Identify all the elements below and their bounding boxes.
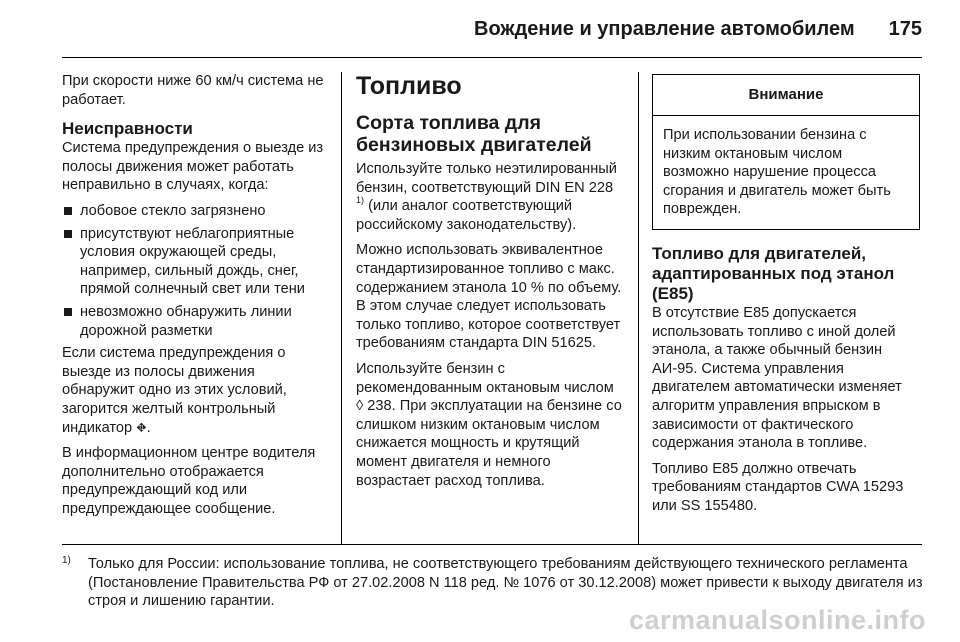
- indicator-text: Если система предупреждения о выезде из полосы движения обнаружит одно из этих условий, загорится желтый контрольный индикатор: [62, 345, 287, 436]
- unleaded-text: Используйте только неэтилированный бензин, соответствующий DIN EN 228: [356, 161, 617, 196]
- indicator-paragraph: [62, 344, 330, 437]
- column-2: [356, 72, 624, 497]
- list-item: лобовое стекло загрязнено: [62, 202, 330, 221]
- section-heading-malfunctions: Неисправности: [62, 119, 193, 139]
- footnote-mark: 1): [62, 555, 71, 566]
- footnote: [62, 555, 932, 611]
- notice-title: Внимание: [653, 75, 919, 116]
- ethanol-paragraph: Можно использовать эквивалентное стандартизированное топливо с макс. содержанием этанола 10 % по объему. В этом случае следует использовать только топливо, которое соответствует требованиям стандарта DIN 51625.: [356, 242, 622, 352]
- unleaded-paragraph: [356, 160, 624, 234]
- page-ref-icon: ◊: [356, 398, 364, 415]
- lane-departure-icon: ⛖: [136, 419, 147, 435]
- chapter-heading-fuel: Топливо: [356, 72, 462, 100]
- running-title: Вождение и управление автомобилем: [474, 17, 855, 40]
- e85-paragraph: В отсутствие E85 допускается использовать топливо с иной долей этанола, а также обычный бензин АИ-95. Система управления двигателем автоматически изменяет алгоритм управления впрыском в зависимости от фактического содержания этанола в топливе.: [652, 304, 902, 452]
- octane-text: Используйте бензин с рекомендованным октановым числом: [356, 360, 614, 396]
- unleaded-text-end: (или аналог соответствующий российскому законодательству).: [356, 198, 577, 233]
- section-heading-e85: Топливо для двигателей, адаптированных под этанол (E85): [652, 243, 895, 303]
- column-divider: [341, 72, 342, 544]
- header-rule: [62, 57, 922, 58]
- section-heading-petrol: Сорта топлива для бензиновых двигателей: [356, 112, 592, 156]
- period: .: [146, 419, 151, 436]
- e85-standards-paragraph: Топливо E85 должно отвечать требованиям стандартов CWA 15293 или SS 155480.: [652, 460, 904, 514]
- page-number: 175: [888, 17, 922, 40]
- column-1: [62, 72, 330, 525]
- intro-text: При скорости ниже 60 км/ч система не работает.: [62, 73, 324, 108]
- list-item: невозможно обнаружить линии дорожной разметки: [62, 303, 330, 340]
- page-ref-link[interactable]: 238: [367, 398, 392, 415]
- column-divider: [638, 72, 639, 544]
- page-header: [62, 14, 922, 44]
- dic-paragraph: В информационном центре водителя дополнительно отображается предупреждающий код или предупреждающее сообщение.: [62, 445, 316, 517]
- footnote-ref[interactable]: 1): [356, 195, 365, 206]
- footnote-rule: [62, 544, 922, 545]
- footnote-text: Только для России: использование топлива, не соответствующего требованиям действующего технического регламента (Постановление Правительства РФ от 27.02.2008 N 118 ред. № 1076 от 30.12.2008) может привести к выходу двигателя из строя и лишению гарантии.: [88, 556, 923, 610]
- watermark: carmanualsonline.info: [628, 605, 926, 635]
- column-3: [652, 72, 920, 523]
- malfunction-lead: Система предупреждения о выезде из полосы движения может работать неправильно в случаях, когда:: [62, 140, 324, 194]
- list-item: присутствуют неблагоприятные условия окружающей среды, например, сильный дождь, снег, прямой солнечный свет или тени: [62, 225, 330, 299]
- conditions-list: [62, 202, 330, 340]
- octane-paragraph: [356, 360, 624, 490]
- octane-text-end: . При эксплуатации на бензине со слишком низким октановым числом снижается мощность и крутящий момент двигателя и немного возрастает расход топлива.: [356, 398, 622, 489]
- notice-body: При использовании бензина с низким октановым числом возможно нарушение процесса сгорания и двигатель может быть поврежден.: [663, 127, 891, 218]
- notice-box: [652, 74, 920, 230]
